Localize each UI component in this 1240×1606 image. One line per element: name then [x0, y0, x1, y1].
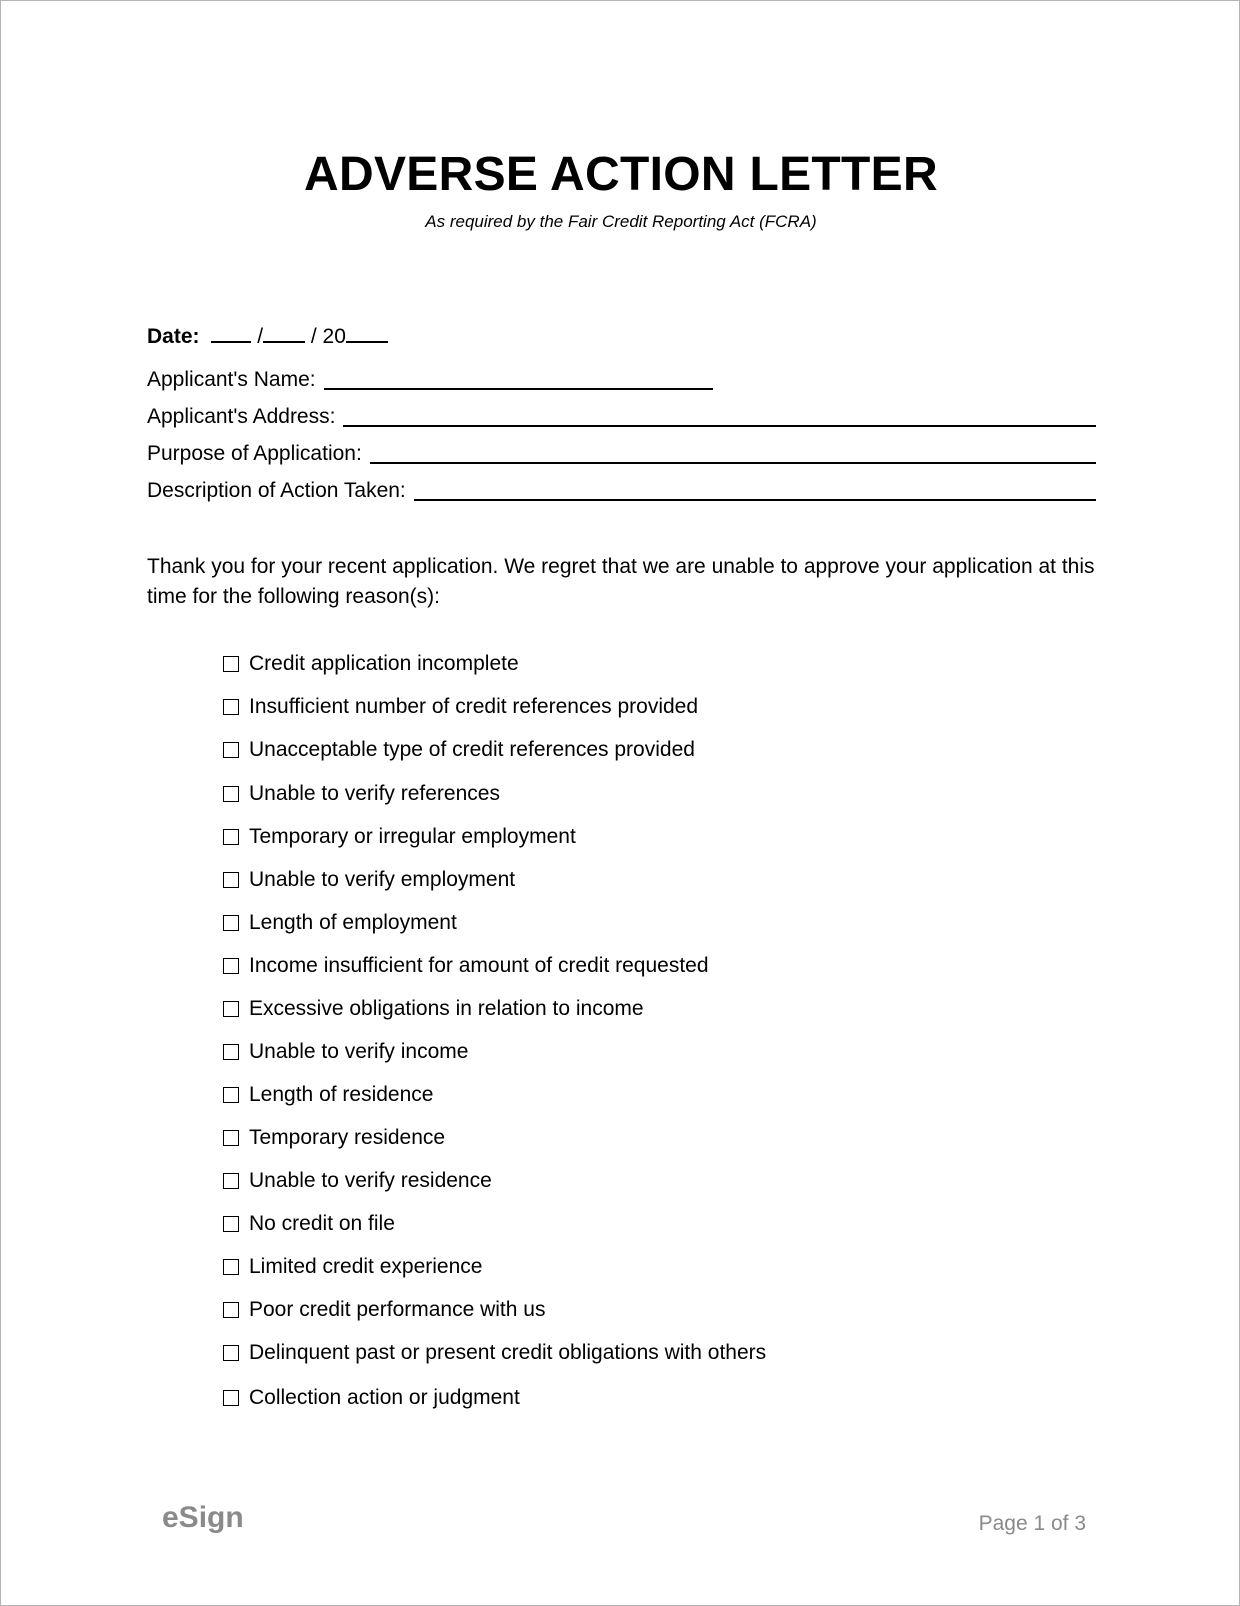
date-separator-2: / 20: [310, 325, 346, 348]
reason-label: Poor credit performance with us: [249, 1298, 546, 1321]
reason-item[interactable]: [223, 1340, 766, 1366]
checkbox-icon[interactable]: [223, 1216, 239, 1232]
reason-item[interactable]: [223, 651, 519, 677]
checkbox-icon[interactable]: [223, 958, 239, 974]
date-field: [147, 323, 388, 350]
reason-item[interactable]: [223, 1297, 545, 1323]
esign-logo: eSign: [162, 1501, 244, 1534]
reason-item[interactable]: [223, 996, 644, 1022]
reason-item[interactable]: [223, 737, 695, 763]
checkbox-icon[interactable]: [223, 1345, 239, 1361]
checkbox-icon[interactable]: [223, 915, 239, 931]
action-taken-label: Description of Action Taken:: [147, 479, 406, 502]
reason-label: Unable to verify employment: [249, 868, 516, 891]
reason-label: Temporary or irregular employment: [249, 825, 576, 848]
reason-label: Credit application incomplete: [249, 652, 519, 675]
reason-item[interactable]: [223, 910, 457, 936]
reason-label: No credit on file: [249, 1212, 395, 1235]
date-year-blank[interactable]: [346, 323, 388, 343]
document-subtitle: As required by the Fair Credit Reporting Act (FCRA): [425, 212, 817, 231]
reason-item[interactable]: [223, 1168, 492, 1194]
reason-item[interactable]: [223, 1385, 520, 1411]
reason-item[interactable]: [223, 1039, 468, 1065]
checkbox-icon[interactable]: [223, 1390, 239, 1406]
reason-item[interactable]: [223, 1125, 445, 1151]
reason-label: Limited credit experience: [249, 1255, 483, 1278]
reason-label: Income insufficient for amount of credit requested: [249, 954, 709, 977]
checkbox-icon[interactable]: [223, 1173, 239, 1189]
reason-label: Unacceptable type of credit references provided: [249, 738, 695, 761]
reason-item[interactable]: [223, 694, 698, 720]
checkbox-icon[interactable]: [223, 742, 239, 758]
reason-item[interactable]: [223, 1082, 433, 1108]
applicant-address-row: [147, 404, 1096, 430]
reason-item[interactable]: [223, 953, 709, 979]
applicant-name-line[interactable]: [324, 388, 713, 390]
reason-label: Length of employment: [249, 911, 457, 934]
document-title: ADVERSE ACTION LETTER: [304, 148, 938, 201]
reason-item[interactable]: [223, 1254, 482, 1280]
applicant-address-label: Applicant's Address:: [147, 405, 336, 428]
purpose-row: [147, 441, 1096, 467]
checkbox-icon[interactable]: [223, 1001, 239, 1017]
checkbox-icon[interactable]: [223, 1302, 239, 1318]
applicant-address-line[interactable]: [343, 425, 1096, 427]
reason-item[interactable]: [223, 781, 500, 807]
purpose-label: Purpose of Application:: [147, 442, 362, 465]
checkbox-icon[interactable]: [223, 786, 239, 802]
checkbox-icon[interactable]: [223, 699, 239, 715]
checkbox-icon[interactable]: [223, 1259, 239, 1275]
applicant-name-label: Applicant's Name:: [147, 368, 316, 391]
reason-label: Insufficient number of credit references provided: [249, 695, 699, 718]
purpose-line[interactable]: [370, 462, 1096, 464]
applicant-name-row: [147, 367, 1096, 393]
reason-label: Excessive obligations in relation to income: [249, 997, 644, 1020]
checkbox-icon[interactable]: [223, 872, 239, 888]
intro-paragraph: Thank you for your recent application. We regret that we are unable to approve your application at this time for the following reason(s):: [147, 555, 1095, 608]
date-day-blank[interactable]: [263, 323, 305, 343]
date-separator-1: /: [257, 325, 264, 348]
action-taken-line[interactable]: [414, 499, 1096, 501]
checkbox-icon[interactable]: [223, 1087, 239, 1103]
reason-item[interactable]: [223, 1211, 395, 1237]
reason-label: Delinquent past or present credit obligations with others: [249, 1341, 767, 1364]
reason-label: Temporary residence: [249, 1126, 446, 1149]
reason-label: Unable to verify residence: [249, 1169, 492, 1192]
reason-item[interactable]: [223, 867, 515, 893]
page-number: Page 1 of 3: [978, 1512, 1086, 1535]
reason-item[interactable]: [223, 824, 576, 850]
date-month-blank[interactable]: [211, 323, 251, 343]
checkbox-icon[interactable]: [223, 656, 239, 672]
reason-label: Length of residence: [249, 1083, 434, 1106]
checkbox-icon[interactable]: [223, 1130, 239, 1146]
reason-label: Collection action or judgment: [249, 1386, 520, 1409]
checkbox-icon[interactable]: [223, 829, 239, 845]
action-taken-row: [147, 478, 1096, 504]
date-label: Date:: [147, 325, 200, 348]
reason-label: Unable to verify income: [249, 1040, 469, 1063]
reason-label: Unable to verify references: [249, 782, 500, 805]
checkbox-icon[interactable]: [223, 1044, 239, 1060]
